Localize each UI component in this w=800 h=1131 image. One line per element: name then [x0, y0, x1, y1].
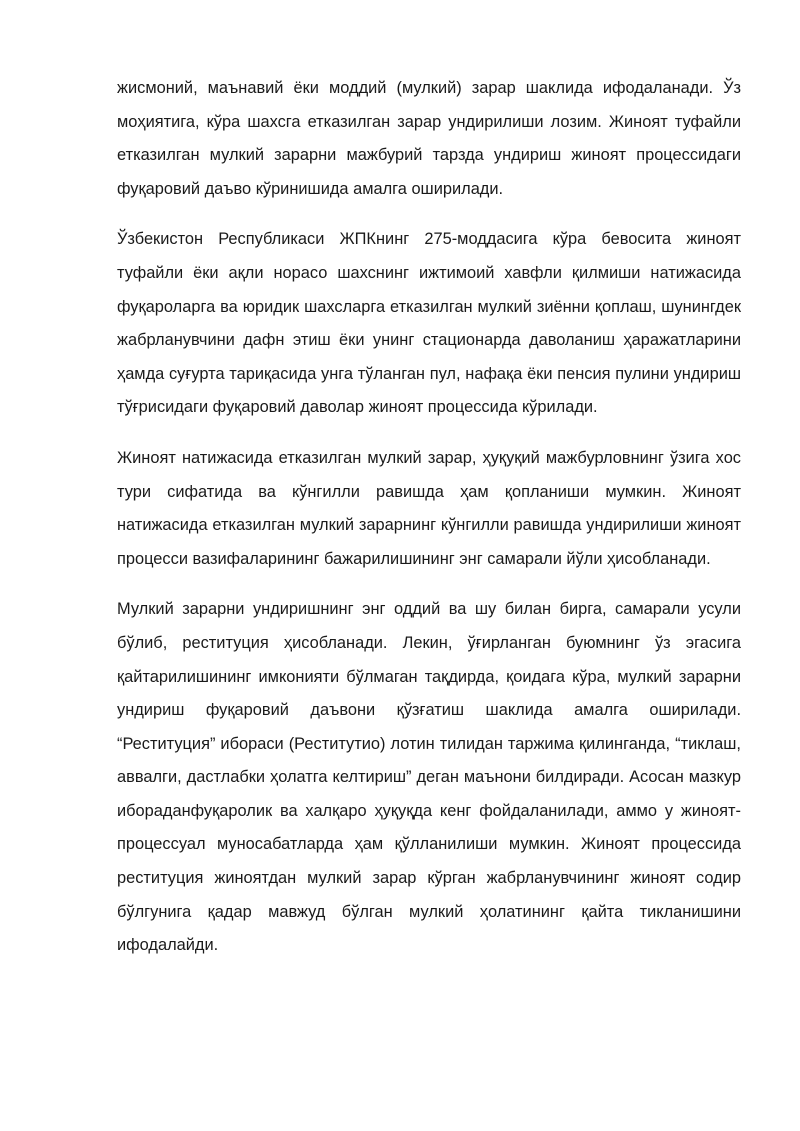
- paragraph-2: Ўзбекистон Республикаси ЖПКнинг 275-моддасига кўра бевосита жиноят туфайли ёки ақли норасо шахснинг ижтимоий хавфли қилмиши натижасида фуқароларга ва юридик шахсларга етказилган мулкий зиённи қоплаш, шунингдек жабрланувчини дафн этиш ёки унинг стационарда даволаниш ҳаражатларини ҳамда суғурта тариқасида унга тўланган пул, нафақа ёки пенсия пулини ундириш тўғрисидаги фуқаровий даволар жиноят процессида кўрилади.: [117, 230, 741, 417]
- paragraph-1: жисмоний, маънавий ёки моддий (мулкий) зарар шаклида ифодаланади. Ўз моҳиятига, кўра шахсга етказилган зарар ундирилиши лозим. Жиноят туфайли етказилган мулкий зарарни мажбурий тарзда ундириш жиноят процессидаги фуқаровий даъво кўринишида амалга оширилади.: [117, 79, 741, 198]
- paragraph-3: Жиноят натижасида етказилган мулкий зарар, ҳуқуқий мажбурловнинг ўзига хос тури сифатида ва кўнгилли равишда ҳам қопланиши мумкин. Жиноят натижасида етказилган мулкий зарарнинг кўнгилли равишда ундирилиши жиноят процесси вазифаларининг бажарилишининг энг самарали йўли ҳисобланади.: [117, 448, 741, 568]
- document-page: [117, 72, 741, 980]
- paragraph-4: Мулкий зарарни ундиришнинг энг оддий ва шу билан бирга, самарали усули бўлиб, реституция ҳисобланади. Лекин, ўғирланган буюмнинг ўз эгасига қайтарилишининг имконияти бўлмаган тақдирда, қоидага кўра, мулкий зарарни ундириш фуқаровий даъвони қўзғатиш шаклида амалга оширилади. “Реституция” ибораси (Реститутио) лотин тилидан таржима қилинганда, “тиклаш, аввалги, дастлабки ҳолатга келтириш” деган маънони билдиради. Асосан мазкур ибораданфуқаролик ва халқаро ҳуқуқда кенг фойдаланилади, аммо у жиноят-процессуал муносабатларда ҳам қўлланилиши мумкин. Жиноят процессида реституция жиноятдан мулкий зарар кўрган жабрланувчининг жиноят содир бўлгунига қадар мавжуд бўлган мулкий ҳолатининг қайта тикланишини ифодалайди.: [117, 600, 741, 955]
